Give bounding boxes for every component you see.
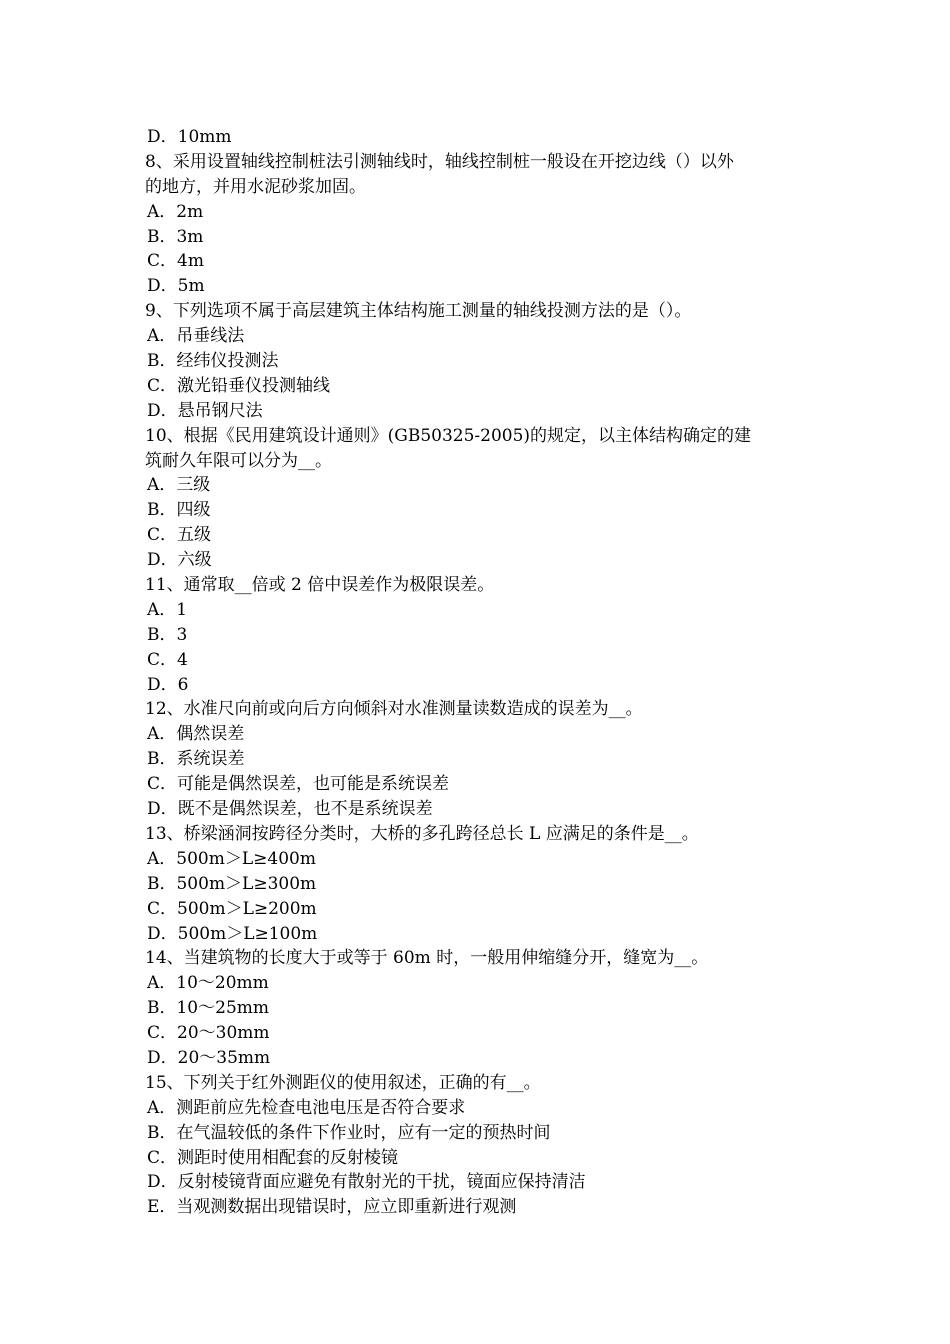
answer-option: D．20～35mm [147, 1047, 271, 1068]
answer-option: B．500m＞L≥300m [147, 873, 317, 894]
answer-option: C．可能是偶然误差，也可能是系统误差 [147, 774, 450, 795]
answer-option: D．6 [147, 674, 189, 695]
answer-option: C．4 [147, 649, 188, 670]
answer-option: D．5m [147, 276, 205, 297]
answer-option: A．1 [147, 599, 188, 620]
document-body [145, 125, 810, 1220]
answer-option: D．六级 [147, 550, 212, 571]
question-text: 15、下列关于红外测距仪的使用叙述，正确的有__。 [145, 1072, 541, 1093]
question-text: 10、根据《民用建筑设计通则》(GB50325-2005)的规定，以主体结构确定的建 [145, 425, 752, 446]
answer-option: A．偶然误差 [147, 724, 245, 745]
question-text: 的地方，并用水泥砂浆加固。 [145, 176, 366, 197]
answer-option: A．吊垂线法 [147, 326, 245, 347]
question-text: 13、桥梁涵洞按跨径分类时，大桥的多孔跨径总长 L 应满足的条件是__。 [145, 823, 699, 844]
question-text: 14、当建筑物的长度大于或等于 60m 时，一般用伸缩缝分开，缝宽为__。 [145, 948, 709, 969]
answer-option: A．10～20mm [147, 973, 269, 994]
question-text: 11、通常取__倍或 2 倍中误差作为极限误差。 [145, 575, 495, 596]
answer-option: B．四级 [147, 500, 211, 521]
answer-option: B．系统误差 [147, 749, 245, 770]
answer-option: D．既不是偶然误差，也不是系统误差 [147, 799, 433, 820]
answer-option: B．3m [147, 226, 204, 247]
answer-option: B．在气温较低的条件下作业时，应有一定的预热时间 [147, 1122, 551, 1143]
question-text: 12、水准尺向前或向后方向倾斜对水准测量读数造成的误差为__。 [145, 699, 643, 720]
answer-option: A．2m [147, 201, 204, 222]
answer-option: D．悬吊钢尺法 [147, 400, 263, 421]
answer-option: C．20～30mm [147, 1023, 270, 1044]
answer-option: A．500m＞L≥400m [147, 848, 316, 869]
answer-option: C．激光铅垂仪投测轴线 [147, 375, 331, 396]
question-text: 9、下列选项不属于高层建筑主体结构施工测量的轴线投测方法的是（）。 [145, 301, 692, 322]
answer-option: C．测距时使用相配套的反射棱镜 [147, 1147, 399, 1168]
answer-option: D．10mm [147, 127, 232, 147]
answer-option: C．500m＞L≥200m [147, 898, 317, 919]
answer-option: D．500m＞L≥100m [147, 923, 318, 944]
answer-option: A．测距前应先检查电池电压是否符合要求 [147, 1097, 466, 1118]
question-text: 8、采用设置轴线控制桩法引测轴线时，轴线控制桩一般设在开挖边线（）以外 [145, 151, 734, 172]
answer-option: C．五级 [147, 525, 212, 546]
question-text: 筑耐久年限可以分为__。 [145, 450, 332, 471]
answer-option: E．当观测数据出现错误时，应立即重新进行观测 [147, 1197, 517, 1218]
answer-option: C．4m [147, 251, 204, 272]
answer-option: A．三级 [147, 475, 211, 496]
answer-option: B．3 [147, 624, 188, 645]
answer-option: B．10～25mm [147, 998, 269, 1019]
answer-option: B．经纬仪投测法 [147, 351, 279, 372]
answer-option: D．反射棱镜背面应避免有散射光的干扰，镜面应保持清洁 [147, 1172, 586, 1193]
